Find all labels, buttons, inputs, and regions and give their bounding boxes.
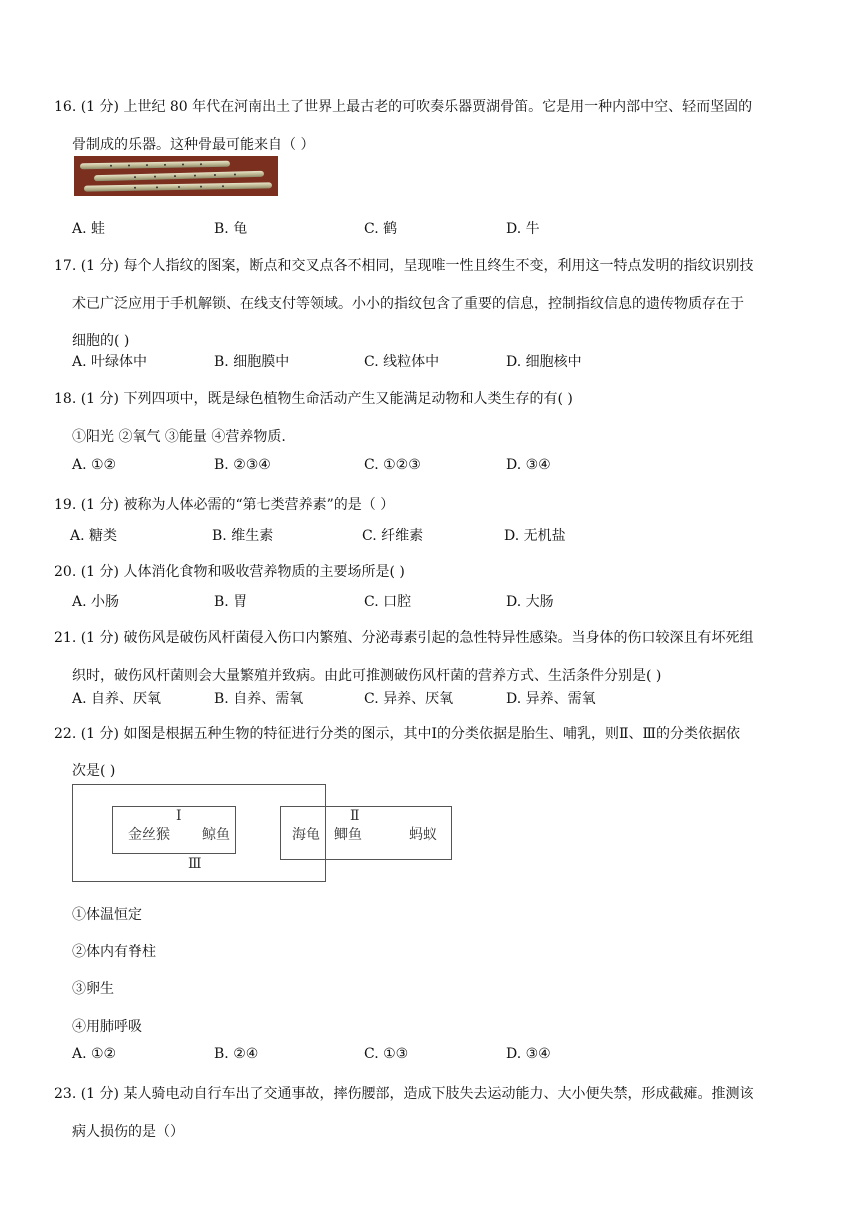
q20-stem-line1: 20. (1 分) 人体消化食物和吸收营养物质的主要场所是( ) xyxy=(54,564,405,580)
q17-stem-line1: 17. (1 分) 每个人指纹的图案，断点和交叉点各不相同，呈现唯一性且终生不变，利用这一特点发明的指纹识别技 xyxy=(54,258,754,274)
q18-stem-line1: 18. (1 分) 下列四项中，既是绿色植物生命活动产生又能满足动物和人类生存的有( ) xyxy=(54,391,573,407)
q22-option-b[interactable]: B. ②④ xyxy=(214,1046,259,1062)
q18-option-c[interactable]: C. ①②③ xyxy=(364,457,421,473)
q16-stem-line1: 16. (1 分) 上世纪 80 年代在河南出土了世界上最古老的可吹奏乐器贾湖骨笛。它是用一种内部中空、轻而坚固的 xyxy=(54,99,753,115)
q21-option-b[interactable]: B. 自养、需氧 xyxy=(214,691,304,707)
q16-stem-line2: 骨制成的乐器。这种骨最可能来自（ ） xyxy=(72,137,315,153)
q17-stem-line3: 细胞的( ) xyxy=(72,333,130,349)
q22-option-d[interactable]: D. ③④ xyxy=(506,1046,551,1062)
q18-option-b[interactable]: B. ②③④ xyxy=(214,457,271,473)
q20-options xyxy=(72,591,772,611)
q19-stem-line1: 19. (1 分) 被称为人体必需的“第七类营养素”的是（ ） xyxy=(54,497,395,513)
animal-ant: 蚂蚁 xyxy=(409,827,437,843)
q17-option-b[interactable]: B. 细胞膜中 xyxy=(214,354,290,370)
q16-option-c[interactable]: C. 鹤 xyxy=(364,221,398,237)
bone-flute-image xyxy=(74,156,278,196)
q16-options xyxy=(72,218,772,238)
q22-stem-line1: 22. (1 分) 如图是根据五种生物的特征进行分类的图示，其中Ⅰ的分类依据是胎生、哺乳，则Ⅱ、Ⅲ的分类依据依 xyxy=(54,726,740,742)
q18-option-d[interactable]: D. ③④ xyxy=(506,457,551,473)
q17-options xyxy=(72,351,772,371)
animal-crucian-carp: 鲫鱼 xyxy=(334,827,362,843)
q22-statement-1: ①体温恒定 xyxy=(72,907,142,923)
q22-option-a[interactable]: A. ①② xyxy=(72,1046,117,1062)
q19-options xyxy=(70,525,770,545)
q22-stem-line2: 次是( ) xyxy=(72,763,116,779)
q17-option-d[interactable]: D. 细胞核中 xyxy=(506,354,582,370)
q22-options xyxy=(72,1046,772,1066)
animal-sea-turtle: 海龟 xyxy=(292,827,320,843)
q22-statement-2: ②体内有脊柱 xyxy=(72,944,156,960)
q17-option-c[interactable]: C. 线粒体中 xyxy=(364,354,440,370)
q22-statement-3: ③卵生 xyxy=(72,981,114,997)
q18-option-a[interactable]: A. ①② xyxy=(72,457,117,473)
q17-option-a[interactable]: A. 叶绿体中 xyxy=(72,354,148,370)
q23-stem-line2: 病人损伤的是（） xyxy=(72,1124,184,1140)
q20-option-d[interactable]: D. 大肠 xyxy=(506,594,554,610)
q21-option-a[interactable]: A. 自养、厌氧 xyxy=(72,691,162,707)
animal-whale: 鲸鱼 xyxy=(202,827,230,843)
q20-option-b[interactable]: B. 胃 xyxy=(214,594,248,610)
q21-stem-line2: 织时，破伤风杆菌则会大量繁殖并致病。由此可推测破伤风杆菌的营养方式、生活条件分别是( ) xyxy=(72,668,662,684)
classification-diagram xyxy=(72,784,454,882)
q22-option-c[interactable]: C. ①③ xyxy=(364,1046,409,1062)
animal-golden-monkey: 金丝猴 xyxy=(128,827,170,843)
label-I: Ⅰ xyxy=(176,808,182,824)
q19-option-c[interactable]: C. 纤维素 xyxy=(362,528,424,544)
q16-option-a[interactable]: A. 蛙 xyxy=(72,221,106,237)
q20-option-c[interactable]: C. 口腔 xyxy=(364,594,412,610)
q18-options xyxy=(72,457,772,477)
label-III: Ⅲ xyxy=(188,856,202,872)
q19-option-d[interactable]: D. 无机盐 xyxy=(504,528,566,544)
q17-stem-line2: 术已广泛应用于手机解锁、在线支付等领域。小小的指纹包含了重要的信息，控制指纹信息的遗传物质存在于 xyxy=(72,296,744,312)
q23-stem-line1: 23. (1 分) 某人骑电动自行车出了交通事故，摔伤腰部，造成下肢失去运动能力、大小便失禁，形成截瘫。推测该 xyxy=(54,1086,754,1102)
q16-option-b[interactable]: B. 龟 xyxy=(214,221,248,237)
q16-option-d[interactable]: D. 牛 xyxy=(506,221,540,237)
q20-option-a[interactable]: A. 小肠 xyxy=(72,594,120,610)
q19-option-a[interactable]: A. 糖类 xyxy=(70,528,118,544)
q21-stem-line1: 21. (1 分) 破伤风是破伤风杆菌侵入伤口内繁殖、分泌毒素引起的急性特异性感染。当身体的伤口较深且有坏死组 xyxy=(54,630,754,646)
q21-options xyxy=(72,688,772,708)
label-II: Ⅱ xyxy=(350,808,360,824)
q18-items: ①阳光 ②氧气 ③能量 ④营养物质. xyxy=(72,429,286,445)
q21-option-c[interactable]: C. 异养、厌氧 xyxy=(364,691,454,707)
q22-statement-4: ④用肺呼吸 xyxy=(72,1019,142,1035)
q21-option-d[interactable]: D. 异养、需氧 xyxy=(506,691,596,707)
q19-option-b[interactable]: B. 维生素 xyxy=(212,528,274,544)
